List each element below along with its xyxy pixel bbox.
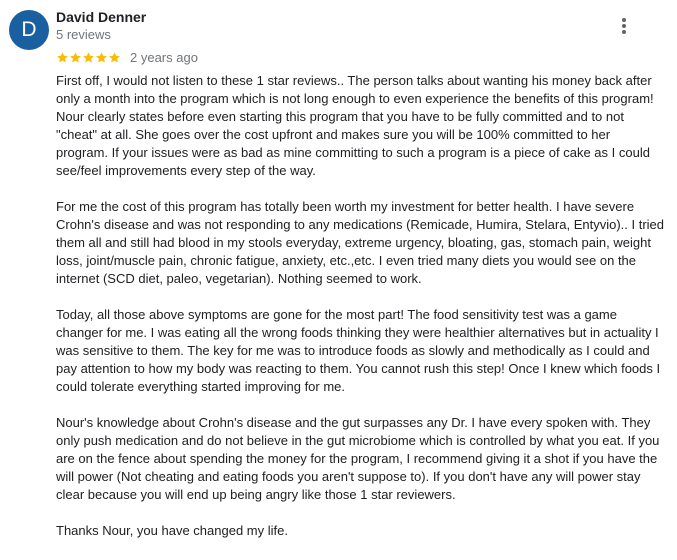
avatar[interactable]: D	[9, 10, 49, 50]
star-icon	[82, 51, 95, 64]
review-paragraph: Today, all those above symptoms are gone for the most part! The food sensitivity test was a game changer for me. I was eating all the wrong foods thinking they were healthier alternatives but in actuality I was sensitive to them. The key for me was to introduce foods as slowly and methodically as I could and pay attention to how my body was reacting to them. You cannot rush this step! Once I knew which foods I could tolerate everything started improving for me.	[56, 307, 661, 394]
review-text	[56, 72, 664, 558]
star-icon	[56, 51, 69, 64]
more-options-button[interactable]	[612, 14, 636, 38]
star-rating	[56, 51, 121, 64]
review-paragraph: First off, I would not listen to these 1 star reviews.. The person talks about wanting his money back after only a month into the program which is not long enough to even experience the benefits of this program! Nour clearly states before even starting this program that you have to be fully committed and to not "cheat" at all. She goes over the cost upfront and makes sure you will be 100% committed to her program. If your issues were as bad as mine committing to such a program is a piece of cake as I could see/feel improvements every step of the way.	[56, 73, 654, 178]
star-icon	[95, 51, 108, 64]
reviewer-review-count: 5 reviews	[56, 27, 111, 42]
rating-row	[56, 48, 198, 66]
star-icon	[108, 51, 121, 64]
review-paragraph: For me the cost of this program has totally been worth my investment for better health. I have severe Crohn's disease and was not responding to any medications (Remicade, Humira, Stelara, Entyvio).. I tried them all and still had blood in my stools everyday, extreme urgency, bloating, gas, stomach pain, weight loss, joint/muscle pain, chronic fatigue, anxiety, etc.,etc. I even tried many diets you would see on the internet (SCD diet, paleo, vegetarian). Nothing seemed to work.	[56, 199, 664, 286]
review-paragraph: Thanks Nour, you have changed my life.	[56, 523, 288, 538]
review-paragraph: Nour's knowledge about Crohn's disease and the gut surpasses any Dr. I have every spoken with. They only push medication and do not believe in the gut microbiome which is controlled by what you eat. If you are on the fence about spending the money for the program, I recommend giving it a shot if you have the will power (Not cheating and eating foods you aren't suppose to). If you don't have any will power stay clear because you will end up being angry like those 1 star reviewers.	[56, 415, 660, 502]
reviewer-name[interactable]: David Denner	[56, 9, 147, 25]
star-icon	[69, 51, 82, 64]
review-date: 2 years ago	[130, 49, 198, 65]
